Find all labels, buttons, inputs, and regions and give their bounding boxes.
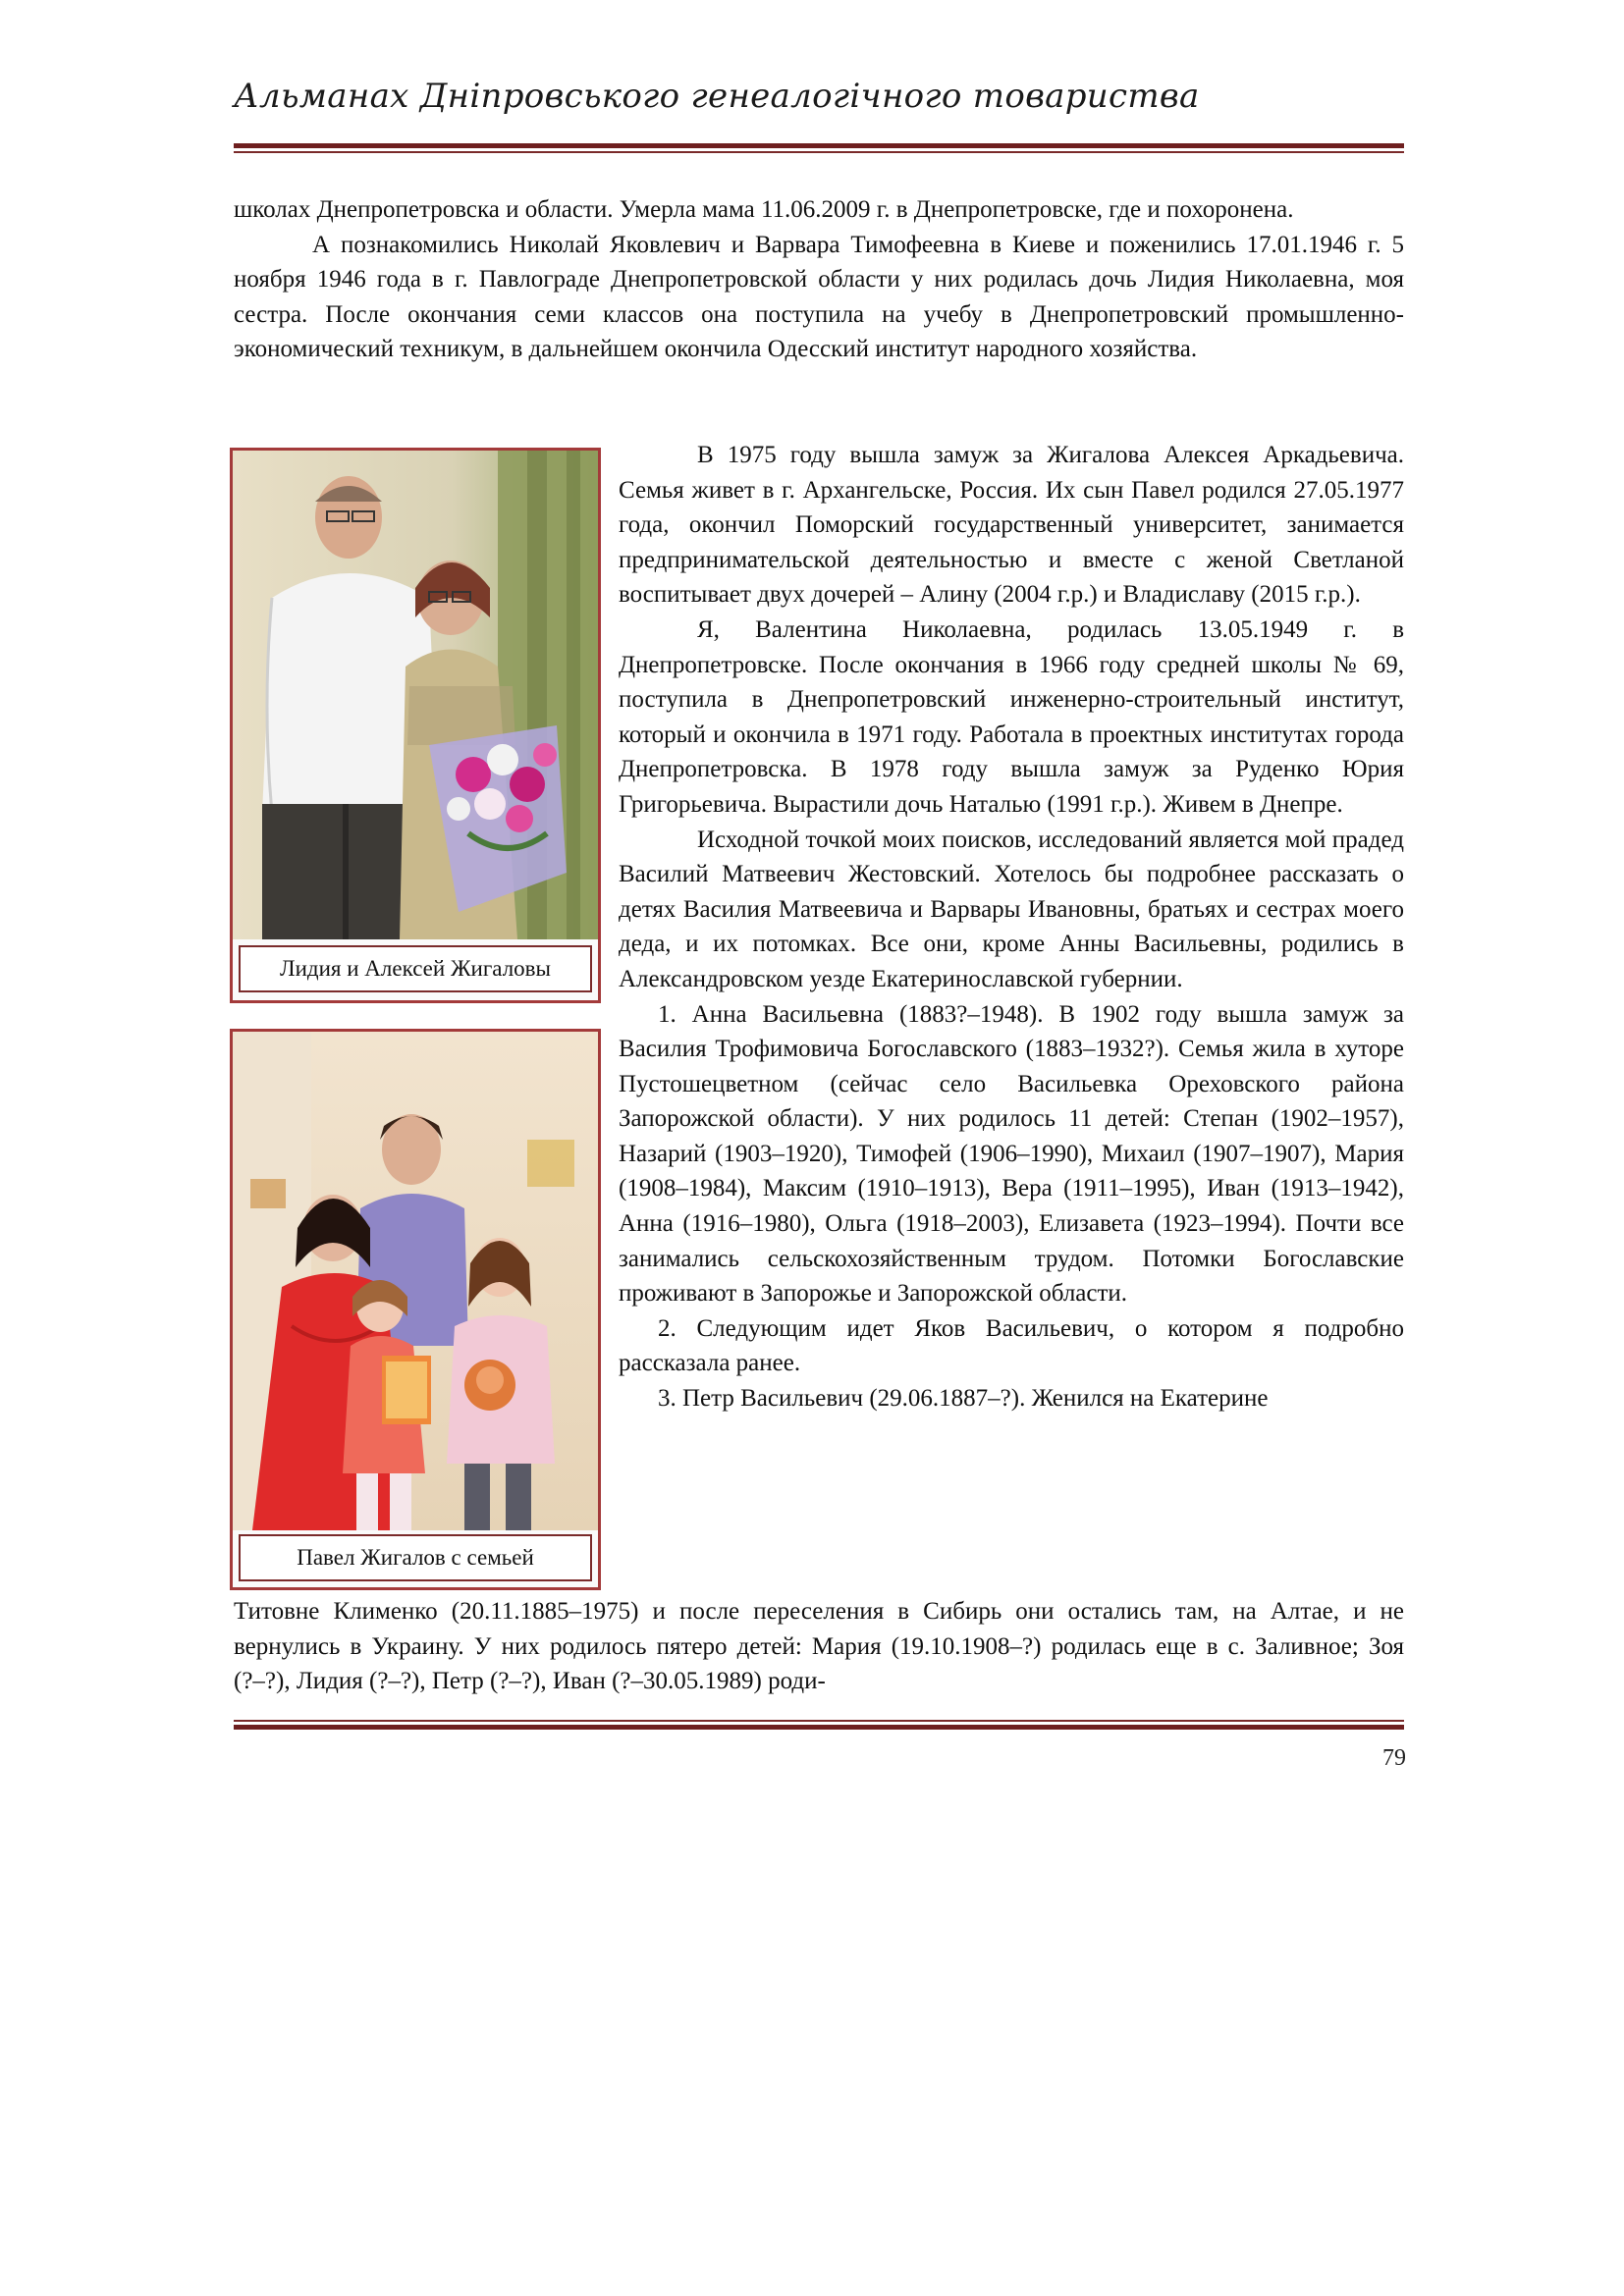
right-column-text [619,438,1404,1416]
figure-caption: Павел Жигалов с семьей [239,1534,592,1581]
paragraph: 2. Следующим идет Яков Васильевич, о котором я подробно рассказала ранее. [619,1314,1404,1377]
paragraph: Исходной точкой моих поисков, исследований является мой прадед Василий Матвеевич Жестовский. Хотелось бы подробнее рассказать о детях Василия Матвеевича и Варвары Ивановны, братьях и сестрах моего деда, и их потомках. Все они, кроме Анны Васильевны, родились в Александровском уезде Екатеринославской губернии. [619,826,1404,992]
paragraph: Я, Валентина Николаевна, родилась 13.05.1949 г. в Днепропетровске. После окончания в 1966 году средней школы № 69, поступила в Днепропетровский инженерно-строительный институт, который и окончила в 1971 году. Работала в проектных институтах города Днепропетровска. В 1978 году вышла замуж за Руденко Юрия Григорьевича. Вырастили дочь Наталью (1991 г.р.). Живем в Днепре. [619,615,1404,818]
top-text-block [234,192,1404,367]
header-rule [234,143,1404,153]
paragraph: школах Днепропетровска и области. Умерла мама 11.06.2009 г. в Днепропетровске, где и похоронена. [234,196,1294,223]
paragraph: 1. Анна Васильевна (1883?–1948). В 1902 году вышла замуж за Василия Трофимовича Богославского (1883–1932?). Семья жила в хуторе Пустошецветном (сейчас село Васильевка Ореховского района Запорожской области). У них родилось 11 детей: Степан (1902–1957), Назарий (1903–1920), Тимофей (1906–1990), Михаил (1907–1907), Мария (1908–1984), Максим (1910–1913), Вера (1911–1995), Иван (1913–1942), Анна (1916–1980), Ольга (1918–2003), Елизавета (1923–1994). Почти все занимались сельскохозяйственным трудом. Потомки Богославские проживают в Запорожье и Запорожской области. [619,1000,1404,1308]
paragraph: 3. Петр Васильевич (29.06.1887–?). Женился на Екатерине [658,1385,1269,1413]
paragraph: А познакомились Николай Яковлевич и Варвара Тимофеевна в Киеве и поженились 17.01.1946 г. 5 ноября 1946 года в г. Павлограде Днепропетровской области у них родилась дочь Лидия Николаевна, моя сестра. После окончания семи классов она поступила на учебу в Днепропетровский промышленно-экономический техникум, в дальнейшем окончила Одесский институт народного хозяйства. [234,231,1404,363]
paragraph: В 1975 году вышла замуж за Жигалова Алексея Аркадьевича. Семья живет в г. Архангельске, Россия. Их сын Павел родился 27.05.1977 года, окончил Поморский государственный университет, занимается предпринимательской деятельностью и вместе с женой Светланой воспитывает двух дочерей – Алину (2004 г.р.) и Владиславу (2015 г.р.). [619,442,1404,609]
photo-family-group [233,1032,598,1530]
photo-couple-with-flowers [233,451,598,939]
footer-rule [234,1720,1404,1730]
photo-figure-pavel-family [230,1029,601,1590]
paragraph: Титовне Клименко (20.11.1885–1975) и после переселения в Сибирь они остались там, на Алтае, и не вернулись в Украину. У них родилось пятеро детей: Мария (19.10.1908–?) родилась еще в с. Заливное; Зоя (?–?), Лидия (?–?), Петр (?–?), Иван (?–30.05.1989) роди- [234,1598,1404,1695]
bottom-text-block [234,1594,1404,1699]
photo-figure-zhigalov-couple [230,448,601,1003]
page-number: 79 [1382,1745,1406,1771]
running-header-title: Альманах Дніпровського генеалогічного товариства [234,77,1200,116]
figure-caption: Лидия и Алексей Жигаловы [239,945,592,992]
